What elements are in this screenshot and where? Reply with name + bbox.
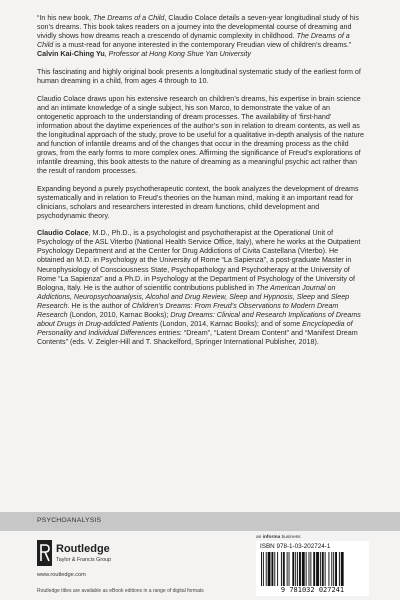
- author-bio: Claudio Colace, M.D., Ph.D., is a psychologist and psychotherapist at the Operational Unit of Psychology of the ASL Viterbo (National Health Service Office, Italy), where he works at the Outpatient Psychology Department and at the Center for Drug Addictions of Civita Castellana (Viterbo). He obtained an M.D. in Psychology at the University of Rome “La Sapienza”, a post-graduate Master in Neurophysiology of Consciousness State, Psychopathology and Psychotherapy at the University of Rome “La Sapienza” and a Ph.D. in Psychology at the Department of Psychology of the University of Bologna, Italy. He is the author of scientific contributions published in The American Journal on Addictions, Neuropsychoanalysis, Alcohol and Drug Review, Sleep and Hypnosis, Sleep and Sleep Research. He is the author of Children’s Dreams: From Freud’s Observations to Modern Dream Research (London, 2010, Karnac Books); Drug Dreams: Clinical and Research Implications of Dreams about Drugs in Drug-addicted Patients (London, 2014, Karnac Books); and of some Encyclopedia of Personality and Individual Differences entries: “Dream”, “Latent Dream Content” and “Manifest Dream Contents” (eds. V. Zeigler-Hill and T. Shackelford, Springer International Publisher, 2018).: [37, 229, 361, 346]
- publisher-subtitle: Taylor & Francis Group: [56, 557, 112, 563]
- publisher-url: www.routledge.com: [37, 572, 86, 578]
- back-cover-text: [37, 14, 367, 347]
- informa-tagline: an informa business: [256, 535, 301, 540]
- publisher-name: Routledge: [56, 543, 110, 555]
- barcode-image: [260, 552, 365, 586]
- reviewer-role: , Professor at Hong Kong Shue Yan University: [104, 50, 251, 59]
- author-name: Claudio Colace: [37, 229, 89, 238]
- category-bar: [0, 512, 400, 531]
- description-paragraph: Expanding beyond a purely psychotherapeutic context, the book analyzes the development of dreams systematically and in relation to Freud’s theories on the human mind, making it an important read for clinicians, scholars and researchers interested in dream functions, child development and psychodynamic theory.: [37, 184, 359, 220]
- description-paragraph: Claudio Colace draws upon his extensive research on children’s dreams, his expertise in brain science and an intimate knowledge of a single subject, his son Marco, to demonstrate the value of an ontogenetic approach to the understanding of dream processes. The availability of ‘first-hand’ information about the daytime experiences of the author’s son in relation to dream contents, as well as the longitudinal approach of the study, prove to be useful for a qualitative in-depth analysis of the nature and function of infantile dreams and of the changes that occur in the dreaming process as the child grows, from the early forms to more complex ones. Affirming the significance of Freud’s explorations of infantile dreaming, this book attests to the nature of dreaming as a meaningful psychic act rather than the result of random processes.: [37, 94, 364, 175]
- barcode-digits: 9 781032 027241: [280, 586, 345, 594]
- review-attribution: [37, 50, 367, 59]
- subject-category: PSYCHOANALYSIS: [37, 517, 102, 524]
- reviewer-name: Calvin Kai-Ching Yu: [37, 50, 105, 59]
- description-paragraph: This fascinating and highly original book presents a longitudinal systematic study of the earliest form of human dreaming in a child, from ages 4 through to 10.: [37, 67, 361, 85]
- barcode-box: [256, 541, 369, 596]
- routledge-r-icon: [37, 540, 52, 566]
- isbn-label: ISBN 978-1-03-202724-1: [260, 543, 331, 550]
- footer: [0, 531, 400, 600]
- publisher-logo: [37, 540, 197, 568]
- ebook-note: Routledge titles are available as eBook editions in a range of digital formats: [37, 588, 204, 594]
- review-quote: “In his new book, The Dreams of a Child, Claudio Colace details a seven-year longitudinal study of his son’s dreams. This book takes readers on a journey into the developmental course of dreaming and vividly shows how dreams reach a crescendo of dynamic complexity in childhood. The Dreams of a Child is a must-read for anyone interested in the contemporary Freudian view of children’s dreams.”: [37, 14, 359, 50]
